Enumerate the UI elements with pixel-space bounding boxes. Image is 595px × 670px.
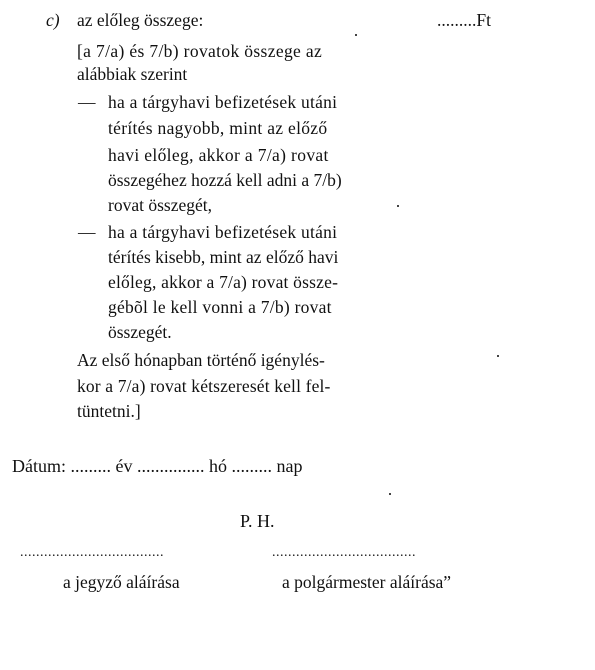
right-signature-label: a polgármester aláírása” xyxy=(282,572,452,592)
closing-line-3: tüntetni.] xyxy=(77,401,141,421)
amount-field: .........Ft xyxy=(437,10,491,30)
scan-speck xyxy=(355,34,357,36)
bullet-1-line-5: rovat összegét, xyxy=(108,195,212,215)
bullet-2-line-2: térítés kisebb, mint az előző havi xyxy=(108,247,339,267)
scan-speck xyxy=(497,355,499,357)
closing-line-1: Az első hónapban történő igénylés- xyxy=(77,350,325,370)
bullet-1-line-1: ha a tárgyhavi befizetések utáni xyxy=(108,92,338,112)
item-title: az előleg összege: xyxy=(77,10,204,30)
bullet-2-line-5: összegét. xyxy=(108,322,172,342)
bullet-1-dash: — xyxy=(78,92,96,112)
bracket-line-2: alábbiak szerint xyxy=(77,64,188,84)
bullet-1-line-4: összegéhez hozzá kell adni a 7/b) xyxy=(108,170,342,190)
scan-speck xyxy=(389,493,391,495)
date-line: Dátum: ......... év ............... hó ......... nap xyxy=(12,456,303,476)
bullet-1-line-2: térítés nagyobb, mint az előző xyxy=(108,118,328,138)
closing-line-2: kor a 7/a) rovat kétszeresét kell fel- xyxy=(77,376,331,396)
bullet-2-line-4: gébõl le kell vonni a 7/b) rovat xyxy=(108,297,332,317)
bullet-2-line-1: ha a tárgyhavi befizetések utáni xyxy=(108,222,338,242)
bullet-2-line-3: előleg, akkor a 7/a) rovat össze- xyxy=(108,272,339,292)
stamp-placeholder: P. H. xyxy=(240,511,275,531)
left-signature-label: a jegyző aláírása xyxy=(63,572,180,592)
right-signature-line: .................................... xyxy=(272,545,416,560)
scan-speck xyxy=(397,205,399,207)
bullet-2-dash: — xyxy=(78,222,96,242)
item-marker: c) xyxy=(46,10,60,30)
left-signature-line: .................................... xyxy=(20,545,164,560)
bullet-1-line-3: havi előleg, akkor a 7/a) rovat xyxy=(108,145,329,165)
bracket-line-1: [a 7/a) és 7/b) rovatok összege az xyxy=(77,41,323,61)
